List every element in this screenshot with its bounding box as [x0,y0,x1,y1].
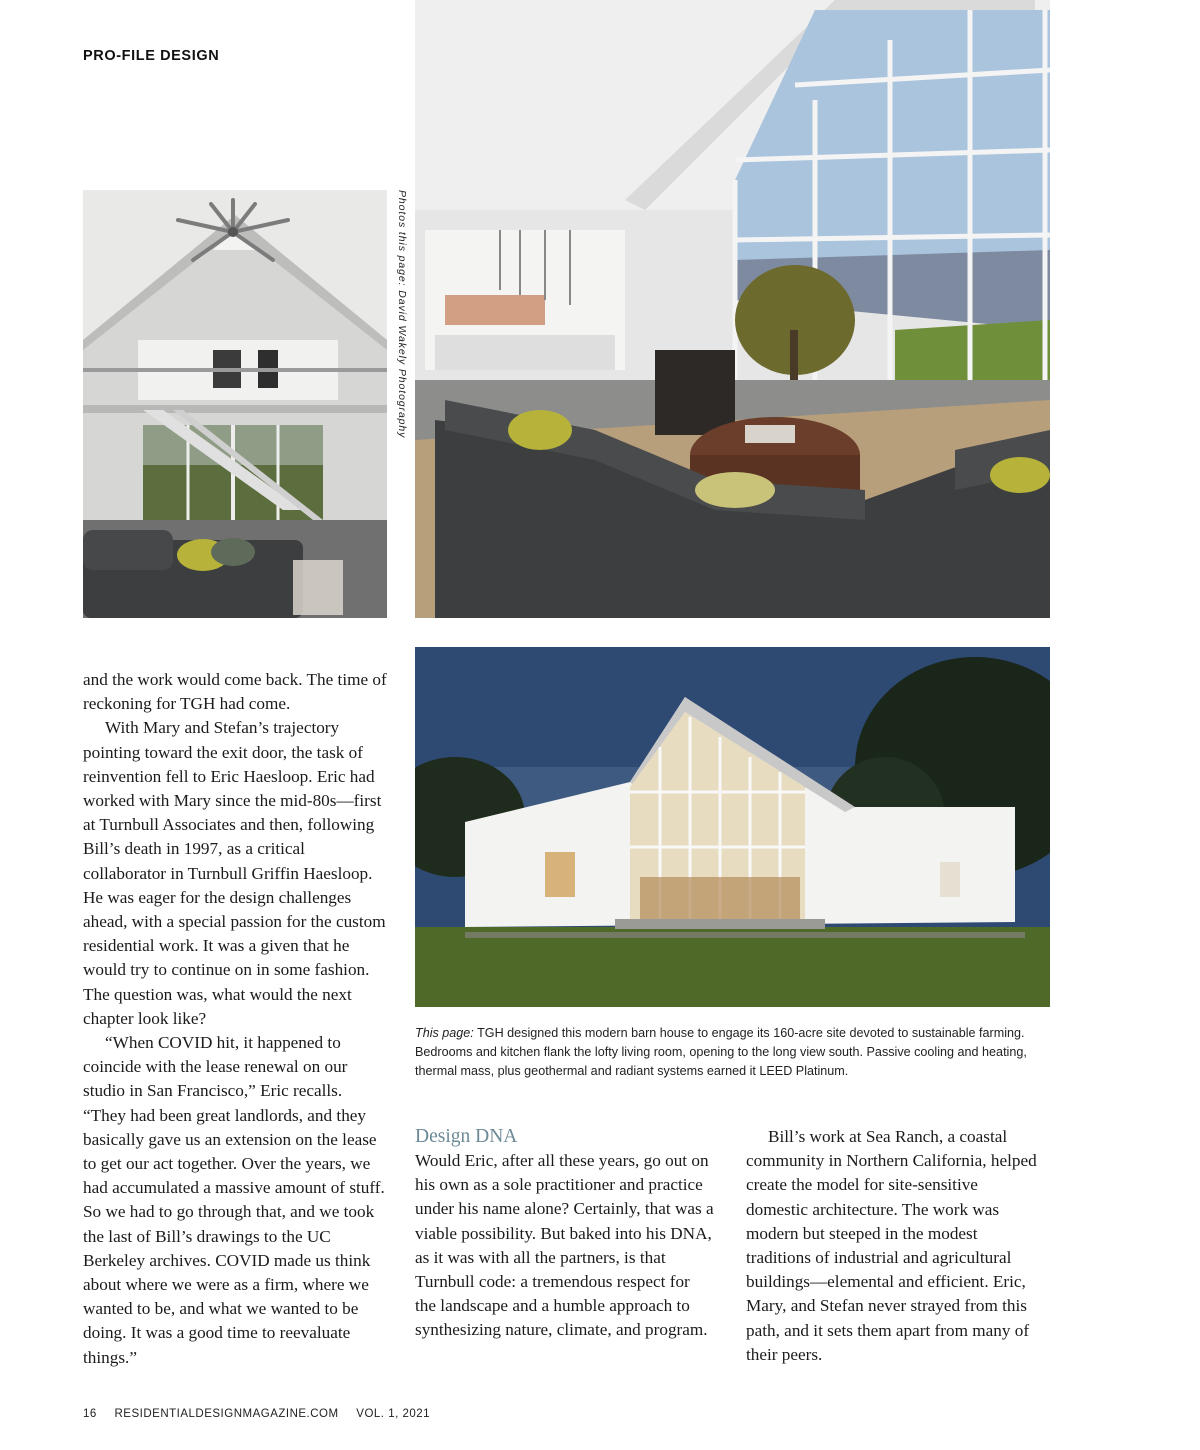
paragraph: Would Eric, after all these years, go out on his own as a sole practitioner and practice under his name alone? Certainly, that was a viable possibility. But baked into his DNA, as it was with all the partners, is that Turnbull code: a tremendous respect for the landscape and a humble approach to synthesizing nature, climate, and program. [415,1151,714,1340]
paragraph: “When COVID hit, it happened to coincide with the lease renewal on our studio in San Francisco,” Eric recalls. “They had been great landlords, and they basically gave us an extension on the lease to get our act together. Over the years, we had accumulated a massive amount of stuff. So we had to go through that, and we took the last of Bill’s drawings to the UC Berkeley archives. COVID made us think about where we were as a firm, where we wanted to be, and what we wanted to be doing. It was a good time to reevaluate things.” [83,1033,385,1367]
section-subheading: Design DNA [415,1126,518,1147]
paragraph: With Mary and Stefan’s trajectory pointing toward the exit door, the task of reinvention fell to Eric Haesloop. Eric had worked with Mary since the mid-80s—first at Turnbull Associates and then, following Bill’s death in 1997, as a critical collaborator in Turnbull Griffin Haesloop. He was eager for the design challenges ahead, with a special passion for the custom residential work. It was a given that he would try to continue on in some fashion. The question was, what would the next chapter look like? [83,718,386,1028]
caption-text: TGH designed this modern barn house to engage its 160-acre site devoted to sustainable farming. Bedrooms and kitchen flank the lofty living room, opening to the long view south. Passive cooling and heating, thermal mass, plus geothermal and radiant systems earned it LEED Platinum. [415,1026,1027,1078]
article-column-left [83,668,389,1370]
page-footer [83,1408,444,1420]
article-column-middle [415,1125,715,1343]
footer-volume: VOL. 1, 2021 [356,1408,431,1420]
loft-interior-photo [83,190,387,618]
photo-caption [415,1024,1045,1081]
photo-credit: Photos this page: David Wakely Photography [396,190,408,439]
section-label: PRO-FILE DESIGN [83,48,220,64]
caption-lead: This page: [415,1026,474,1040]
paragraph: and the work would come back. The time of reckoning for TGH had come. [83,670,387,714]
living-room-photo [415,0,1050,618]
paragraph: Bill’s work at Sea Ranch, a coastal community in Northern California, helped create the model for site-sensitive domestic architecture. The work was modern but steeped in the modest traditions of industrial and agricultural buildings—elemental and efficient. Eric, Mary, and Stefan never strayed from this path, and it sets them apart from many of their peers. [746,1127,1037,1364]
footer-site: RESIDENTIALDESIGNMAGAZINE.COM [114,1408,339,1420]
exterior-dusk-photo [415,647,1050,1007]
page-number: 16 [83,1408,97,1420]
article-column-right [746,1125,1038,1367]
